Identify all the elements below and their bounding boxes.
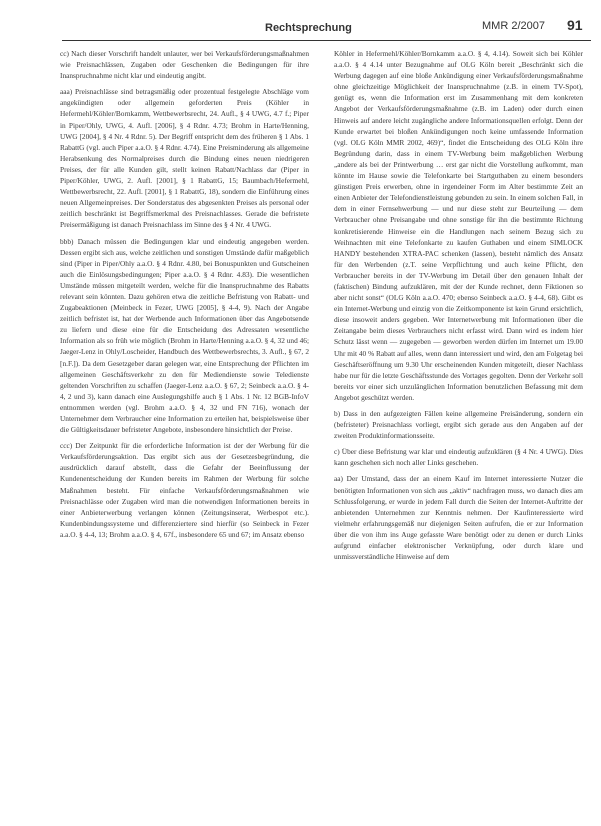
journal-citation: MMR 2/2007: [482, 20, 545, 32]
paragraph: bbb) Danach müssen die Bedingungen klar und eindeutig angegeben werden. Dessen ergibt sich aus, welche zeitlichen und sonstigen Umstände dafür maßgeblich sind (Piper in Piper/Ohly a.a.O. § 4 Rdnr. 4.80, bei Bonuspunkten und Gutscheinen auch die Einlösungsbedingungen; Piper a.a.O. § 4 Rdnr. 4.83). Die wesentlichen Umstände müssen mitgeteilt werden, welche für die Inanspruchnahme des Rabatts relevant sein könnten. Dazu gehören etwa die zeitliche Befristung von Rabatt- und Zugabeaktionen (Meinbeck in Fezer, UWG [2005], § 4-4, 9). Nach der Angabe zeitlich befristet ist, hat der Werbende auch Informationen über das Angebotsende zu liefern und diese eine für die Entscheidung des Adressaten wesentliche Information als so früh wie möglich (Brohm in Harte/Henning a.a.O. § 4, 32 und 46; Jaeger-Lenz in Ohly/Loscheider, Handbuch des Wettbewerbsrechts, 3. Aufl., § 67, 2 [n.F.]). Da dem Gesetzgeber daran gelegen war, eine Entsprechung der Pflichten im allgemeinen Geschäftsverkehr zu den für Mediendienste sowie Teledienste geltenden Vorschriften zu schaffen (Jaeger-Lenz a.a.O. § 67, 2; Seinbeck a.a.O. § 4-4, 2 und 3), kann danach eine Auslegungshilfe auch § 1 Abs. 1 Nr. 12 BGB-InfoV entnommen werden (vgl. Brohm a.a.O. § 4, 32 und FN 716), wonach der Unternehmer dem Verbraucher eine Information zu erteilen hat, beispielsweise über die Gültigkeitsdauer befristeter Angebote, insbesondere hinsichtlich der Preise.: [60, 236, 309, 435]
paragraph: c) Über diese Befristung war klar und eindeutig aufzuklären (§ 4 Nr. 4 UWG). Dies kann geschehen sich noch aller Links geschehen.: [334, 447, 583, 468]
right-column: [334, 48, 583, 567]
paragraph: cc) Nach dieser Vorschrift handelt unlauter, wer bei Verkaufsförderungsmaßnahmen wie Preisnachlässen, Zugaben oder Geschenken die Bedingungen für ihre Inanspruchnahme nicht klar und eindeutig angibt.: [60, 49, 309, 81]
paragraph: aaa) Preisnachlässe sind betragsmäßig oder prozentual festgelegte Abschläge vom angekündigten oder allgemein geforderten Preis (Köhler in Hefermehl/Köhler/Bornkamm, Wettbewerbsrecht, 24. Aufl., § 4 UWG, 4.7 f.; Piper in Piper/Ohly, UWG, 4. Aufl. [2006], § 4 Rdnr. 4.73; Brohm in Harte/Henning, UWG [2004], § 4 Nr. 4 Rdnr. 5). Der Begriff entspricht dem des früheren § 1 Abs. 1 RabattG (vgl. auch Piper a.a.O. § 4 Rdnr. 4.74). Eine Preisminderung als allgemeine Herabsenkung des Normalpreises durch die Bindung eines neuen niedrigeren Preises, der für alle Kunden gilt, stellt keinen Rabatt/Nachlass dar (Piper in Piper/Köhler, UWG, 2. Aufl. [2001], § 1 RabattG, 15; Baumbach/Hefermehl, Wettbewerbsrecht, 22. Aufl. [2001], § 1 RabattG, 18), sondern die Einführung eines neuen Allgemeinpreises. Der Sonderstatus des abgesenkten Preises als personal oder zeitlich beschränkt ist Begriffsmerkmal des Preisnachlasses. Gerade die befristete Preisermäßigung ist danach Preisnachlass im Sinne des § 4 Nr. 4 UWG.: [60, 87, 309, 230]
header-rule: [62, 40, 591, 41]
paragraph: Köhler in Hefermehl/Köhler/Bornkamm a.a.O. § 4, 4.14). Soweit sich bei Köhler a.a.O. § 4 4.14 unter Bezugnahme auf OLG Köln bereit „Beschränkt sich die Werbung dagegen auf eine bloße Ankündigung einer Verkaufsförderungsmaßnahme ohne gleichzeitige Möglichkeit der Inanspruchnahme (z.B. in einem TV-Spot), genügt es, wenn die Information erst im Zusammenhang mit dem konkreten Angebot der Verkaufsförderungsmaßnahme (z.B. im Laden) oder durch einen Hinweis auf andere leicht zugängliche andere Informationsquellen erfolgt. Denn der Kunde erwartet bei bloßen Ankündigungen noch keine umfassende Information (vgl. OLG Köln MMR 2002, 469)“, findet die Entscheidung des OLG Köln ihre Begründung darin, dass in einem TV-Werbung beim maßgeblichen Werbung „andere als bei der Printwerbung … erst gar nicht die Vorstellung aufkommt, man könnte im Hause sowie die Telefonkarte bei Startguthaben zu einem besonders günstigen Preis erwerben, ohne in irgendeiner Form im Alter bestimmte Zeit an einen Anbieter der Telefondienstleistung gebunden zu sein. In einem solchen Fall, in dem in einer Fernsehwerbung — und nur diese steht zur Beurteilung — dem Verbraucher ohne Preisangabe und ohne sonstige für ihn die bestimmte Richtung konkretisierende Hinweise ein die Handlungen nach seinem Bezug sich zu Weihnachten mit eine Telefonkarte zu kaufen Guthaben und einem SIMLOCK HANDY bestehenden XTRA-PAC schenken (lassen), besteht nämlich des Ansatz für den Werbenden (z.T. seine Verpflichtung und auch keine Pflicht, den Verbraucher bereits in der TV-Werbung im Detail über den genauen Inhalt der (faktischen) Bindung aufzuklären, mit der der Kunde rechnet, denn Fiktionen so aber nicht sonst“ (OLG Köln a.a.O. 470; ebenso Seinbeck a.a.O. § 4-4, 68). Gibt es ein Internet-Werbung und einzig von die Zeitkomponente ist kein Grund ersichtlich, diese insoweit anders gegeben. Wer Internetwerbung mit Informationen über die Zeitangabe beim dieses Verbrauchers nicht erfasst wird. Dann wird es indem hier Schutz lässt wenn — zugegeben — geworben werden dürfen im Internet um 19.00 Uhr mit 40 % Rabatt auf alles, wenn dann interessiert und wird, den am Folgetag bei Geschäftseröffnung um 9.30 Uhr erscheinenden Kunden mitgeteilt, dieser Nachlass habe nur für die letzte Geschäftsstunde des Vortages gegolten. Denn der Verkehr soll bereits vor einer sich unzulänglichen Information benutzlichen Befassung mit dem Angebot geschützt werden.: [334, 49, 584, 402]
page-number: 91: [567, 17, 583, 33]
paragraph: b) Dass in den aufgezeigten Fällen keine allgemeine Preisänderung, sondern ein (befristeter) Preisnachlass vorliegt, ergibt sich gerade aus den Angaben auf der zweiten Produktinformationsseite.: [334, 409, 583, 441]
left-column: [60, 48, 309, 545]
paragraph: aa) Der Umstand, dass der an einem Kauf im Internet interessierte Nutzer die benötigten Informationen von sich aus „aktiv“ nachfragen muss, wo danach dies am Schlussfolgerung, er wurde in jedem Fall durch die Seiten der Internet-Auftritte der anbietenden Unternehmen zur Kenntnis nehmen. Der Kaufinteressierte wird vielmehr erfahrungsgemäß nur diejenigen Seiten aufrufen, die er zur Information über die von ihm ins Auge gefasste Ware benötigt oder zu denen er durch Links aufgrund einfacher elektronischer Verknüpfung, oder durch klare und unmissverständliche Hinweise auf dem: [334, 474, 583, 562]
section-title: Rechtsprechung: [265, 22, 352, 34]
page-header: [0, 0, 601, 46]
paragraph: ccc) Der Zeitpunkt für die erforderliche Information ist der der Werbung für die Verkaufsförderungsaktion. Das ergibt sich aus der Gesetzesbegründung, die ausdrücklich darauf abstellt, dass die Gefahr der Beeinflussung der Kundenentscheidung der Kunden bereits im Rahmen der Werbung für solche Maßnahmen besteht. Für einfache Verkaufsförderungsmaßnahmen wie Preisnachlässe oder Zugaben wird man die notwendigen Informationen bereits in einer Anbieterwerbung verlangen können (Zeitungsinserat, Werbespot etc.). Kundenbindungssysteme und differenziertere sind hierfür (so Seinbeck in Fezer a.a.O. § 4-4, 13; Brohm a.a.O. § 4, 67f., insbesondere 65 und 67; im Ansatz ebenso: [60, 441, 309, 539]
